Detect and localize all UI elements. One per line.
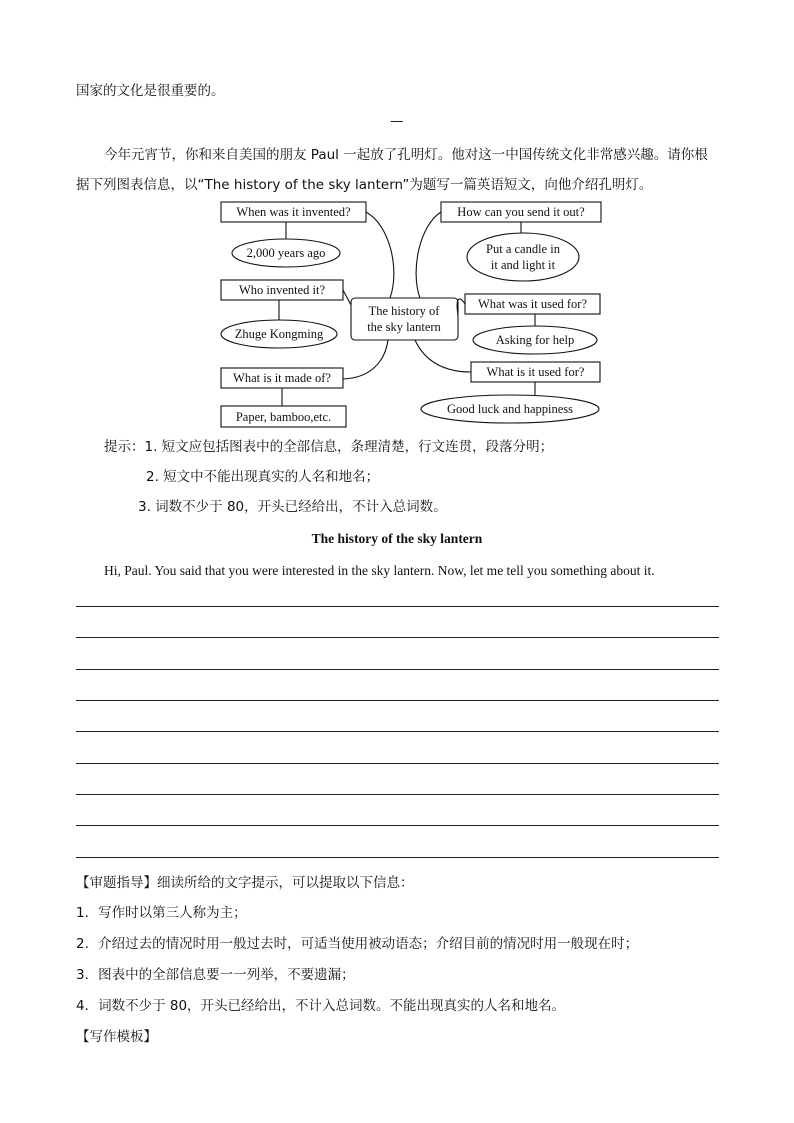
task-line-2: 据下列图表信息，以“The history of the sky lantern”为题写一篇英语短文，向他介绍孔明灯。: [76, 177, 653, 193]
writing-line[interactable]: [76, 794, 719, 795]
q3-text: What is it made of?: [233, 371, 331, 385]
writing-line[interactable]: [76, 825, 719, 826]
top-text: 国家的文化是很重要的。: [76, 83, 225, 99]
mind-map: [0, 0, 794, 440]
separator-dash: —: [390, 113, 404, 129]
writing-line[interactable]: [76, 637, 719, 638]
writing-line[interactable]: [76, 700, 719, 701]
template-heading: 【写作模板】: [76, 1029, 157, 1045]
branch-q2: [343, 290, 351, 305]
a1-text: 2,000 years ago: [246, 246, 326, 260]
guide-point-2: 2．介绍过去的情况时用一般过去时，可适当使用被动语态；介绍目前的情况时用一般现在时；: [76, 936, 639, 952]
a4-line-1: Put a candle in: [486, 242, 560, 256]
a6-text: Good luck and happiness: [446, 402, 574, 416]
branch-q4: [416, 212, 441, 298]
hint-1: 提示：1. 短文应包括图表中的全部信息，条理清楚，行文连贯，段落分明；: [104, 439, 554, 455]
q5-text: What was it used for?: [478, 297, 587, 311]
guide-point-4: 4．词数不少于 80，开头已经给出，不计入总词数。不能出现真实的人名和地名。: [76, 998, 566, 1014]
a3-text: Paper, bamboo,etc.: [235, 410, 332, 424]
a2-text: Zhuge Kongming: [234, 327, 324, 341]
q1-text: When was it invented?: [236, 205, 351, 219]
q4-text: How can you send it out?: [457, 205, 585, 219]
essay-title: The history of the sky lantern: [311, 531, 483, 546]
branch-q3: [343, 340, 388, 379]
guide-heading: 【审题指导】细读所给的文字提示，可以提取以下信息：: [76, 875, 414, 891]
center-line-1: The history of: [368, 304, 440, 318]
q6-text: What is it used for?: [486, 365, 585, 379]
writing-line[interactable]: [76, 731, 719, 732]
branch-q6: [415, 340, 471, 372]
a4-line-2: it and light it: [490, 258, 556, 272]
guide-point-1: 1．写作时以第三人称为主；: [76, 905, 247, 921]
writing-line[interactable]: [76, 669, 719, 670]
writing-line[interactable]: [76, 763, 719, 764]
writing-line[interactable]: [76, 857, 719, 858]
hint-2: 2. 短文中不能出现真实的人名和地名；: [146, 469, 380, 485]
branch-q1: [366, 212, 394, 298]
a4-ellipse: [467, 233, 579, 281]
writing-line[interactable]: [76, 606, 719, 607]
center-line-2: the sky lantern: [367, 320, 441, 334]
guide-point-3: 3．图表中的全部信息要一一列举，不要遗漏；: [76, 967, 355, 983]
task-line-1: 今年元宵节，你和来自美国的朋友 Paul 一起放了孔明灯。他对这一中国传统文化非常感兴趣。请你根: [104, 147, 708, 163]
essay-opening: Hi, Paul. You said that you were interested in the sky lantern. Now, let me tell you something about it.: [104, 563, 655, 578]
hint-3: 3. 词数不少于 80，开头已经给出，不计入总词数。: [138, 499, 447, 515]
q2-text: Who invented it?: [238, 283, 326, 297]
a5-text: Asking for help: [495, 333, 575, 347]
